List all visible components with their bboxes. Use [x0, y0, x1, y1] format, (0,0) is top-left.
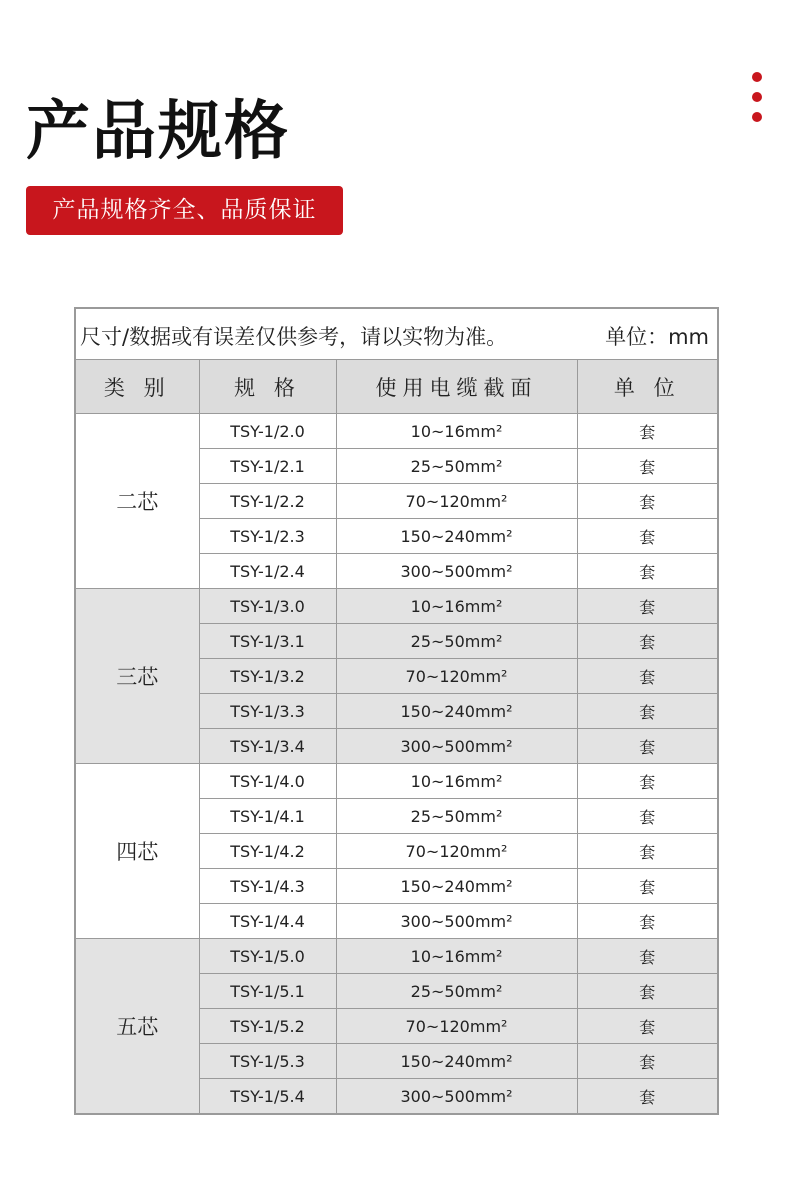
section-cell: 10~16mm²	[336, 589, 577, 624]
section-cell: 10~16mm²	[336, 764, 577, 799]
section-cell: 70~120mm²	[336, 834, 577, 869]
section-cell: 300~500mm²	[336, 729, 577, 764]
model-cell: TSY-1/3.1	[199, 624, 336, 659]
unit-cell: 套	[577, 939, 718, 974]
model-cell: TSY-1/5.4	[199, 1079, 336, 1115]
model-cell: TSY-1/4.3	[199, 869, 336, 904]
section-cell: 150~240mm²	[336, 519, 577, 554]
section-cell: 25~50mm²	[336, 799, 577, 834]
category-cell: 三芯	[75, 589, 199, 764]
dot	[752, 72, 762, 82]
model-cell: TSY-1/4.4	[199, 904, 336, 939]
model-cell: TSY-1/2.0	[199, 414, 336, 449]
table-row	[75, 939, 718, 974]
spec-table	[74, 307, 719, 1115]
unit-cell: 套	[577, 624, 718, 659]
model-cell: TSY-1/2.1	[199, 449, 336, 484]
model-cell: TSY-1/4.2	[199, 834, 336, 869]
category-cell: 四芯	[75, 764, 199, 939]
unit-cell: 套	[577, 799, 718, 834]
unit-cell: 套	[577, 1009, 718, 1044]
unit-cell: 套	[577, 729, 718, 764]
header-model: 规 格	[199, 360, 336, 414]
unit-cell: 套	[577, 449, 718, 484]
section-cell: 10~16mm²	[336, 414, 577, 449]
section-cell: 70~120mm²	[336, 659, 577, 694]
section-cell: 150~240mm²	[336, 869, 577, 904]
unit-cell: 套	[577, 694, 718, 729]
model-cell: TSY-1/5.0	[199, 939, 336, 974]
model-cell: TSY-1/5.1	[199, 974, 336, 1009]
note-row	[75, 308, 718, 360]
unit-cell: 套	[577, 484, 718, 519]
unit-cell: 套	[577, 974, 718, 1009]
unit-cell: 套	[577, 834, 718, 869]
unit-cell: 套	[577, 554, 718, 589]
section-cell: 150~240mm²	[336, 694, 577, 729]
category-cell: 五芯	[75, 939, 199, 1115]
section-cell: 25~50mm²	[336, 624, 577, 659]
header-section: 使用电缆截面	[336, 360, 577, 414]
section-cell: 10~16mm²	[336, 939, 577, 974]
unit-note: 单位：mm	[605, 325, 709, 349]
model-cell: TSY-1/2.4	[199, 554, 336, 589]
model-cell: TSY-1/4.1	[199, 799, 336, 834]
section-cell: 70~120mm²	[336, 484, 577, 519]
unit-cell: 套	[577, 414, 718, 449]
section-cell: 300~500mm²	[336, 1079, 577, 1115]
unit-cell: 套	[577, 869, 718, 904]
model-cell: TSY-1/5.2	[199, 1009, 336, 1044]
disclaimer-note: 尺寸/数据或有误差仅供参考，请以实物为准。	[80, 325, 508, 349]
header-unit: 单 位	[577, 360, 718, 414]
model-cell: TSY-1/2.2	[199, 484, 336, 519]
model-cell: TSY-1/2.3	[199, 519, 336, 554]
header-category: 类 别	[75, 360, 199, 414]
section-cell: 25~50mm²	[336, 974, 577, 1009]
section-cell: 300~500mm²	[336, 554, 577, 589]
table-row	[75, 764, 718, 799]
table-row	[75, 414, 718, 449]
unit-cell: 套	[577, 589, 718, 624]
section-cell: 25~50mm²	[336, 449, 577, 484]
dot	[752, 92, 762, 102]
model-cell: TSY-1/3.2	[199, 659, 336, 694]
unit-cell: 套	[577, 904, 718, 939]
dot	[752, 112, 762, 122]
more-dots-icon	[752, 72, 764, 132]
page-title: 产品规格	[26, 95, 290, 169]
model-cell: TSY-1/5.3	[199, 1044, 336, 1079]
unit-cell: 套	[577, 519, 718, 554]
unit-cell: 套	[577, 1079, 718, 1115]
section-cell: 300~500mm²	[336, 904, 577, 939]
section-cell: 70~120mm²	[336, 1009, 577, 1044]
model-cell: TSY-1/3.4	[199, 729, 336, 764]
model-cell: TSY-1/3.3	[199, 694, 336, 729]
model-cell: TSY-1/3.0	[199, 589, 336, 624]
header-row	[75, 360, 718, 414]
model-cell: TSY-1/4.0	[199, 764, 336, 799]
category-cell: 二芯	[75, 414, 199, 589]
unit-cell: 套	[577, 764, 718, 799]
section-cell: 150~240mm²	[336, 1044, 577, 1079]
table-row	[75, 589, 718, 624]
unit-cell: 套	[577, 659, 718, 694]
subtitle-badge: 产品规格齐全、品质保证	[26, 186, 343, 235]
note-cell	[75, 308, 718, 360]
unit-cell: 套	[577, 1044, 718, 1079]
